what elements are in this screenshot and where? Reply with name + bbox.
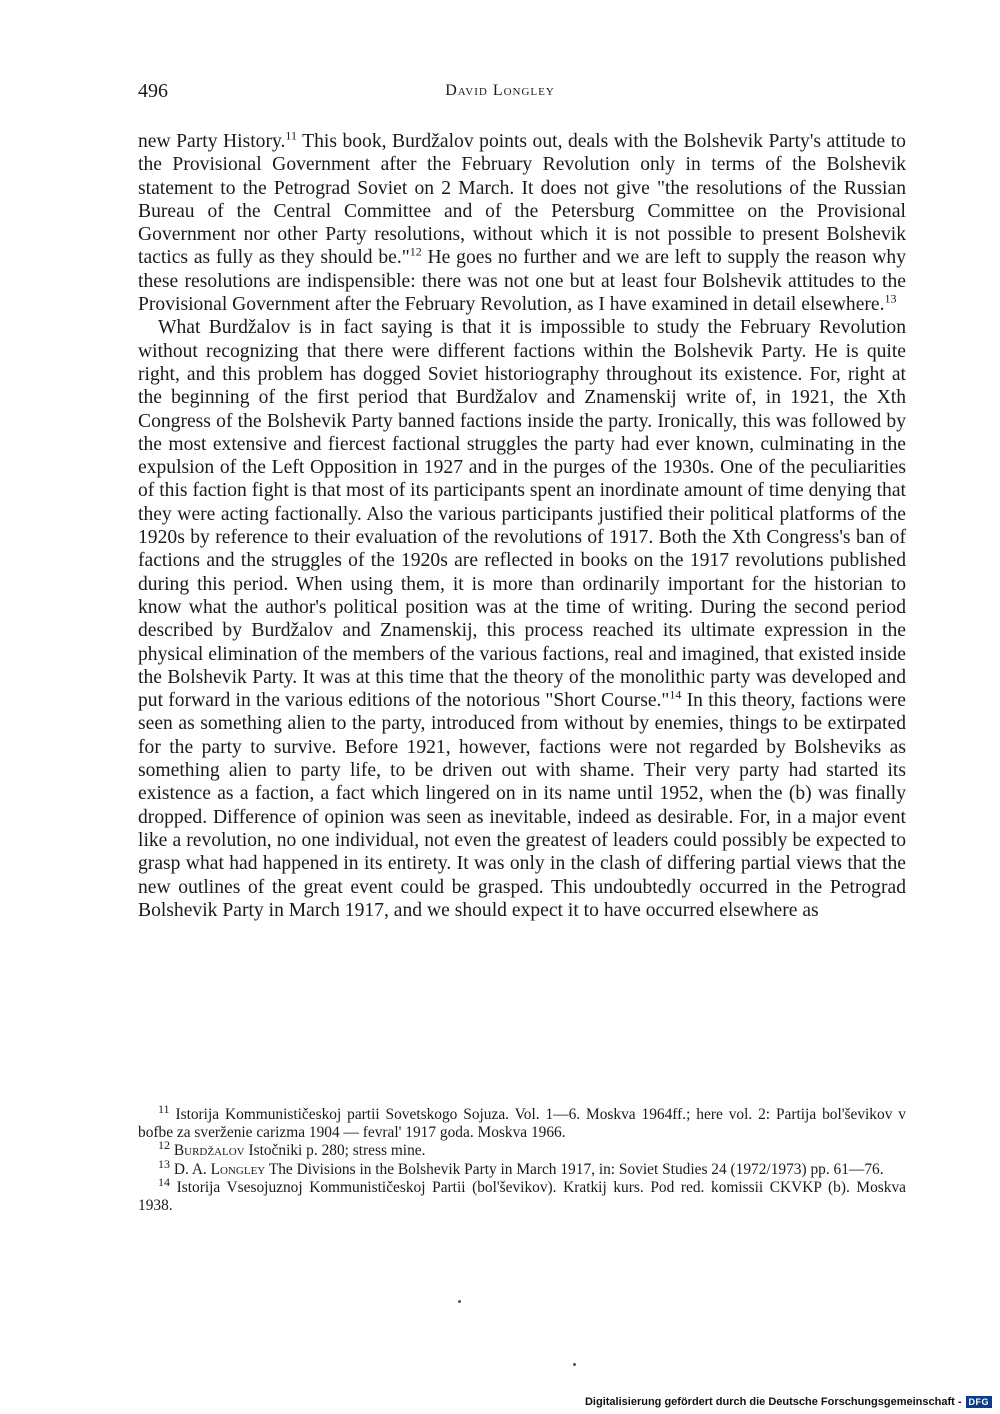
- footer-text: Digitalisierung gefördert durch die Deutsche Forschungsgemeinschaft -: [584, 1396, 962, 1408]
- footnote-author: D. A. Longley: [173, 1160, 266, 1178]
- page-number: 496: [138, 80, 168, 102]
- footnote-ref-13: 13: [884, 291, 897, 306]
- footnote-13: [138, 1156, 906, 1179]
- paragraph-1-text-c: He goes no further and we are left to supply the reason why these resolutions are indispensible: there was not one but at least four Bolshevik attitudes to the Provisional Government after the February Revolution, as I have examined in detail elsewhere.: [138, 247, 907, 316]
- paragraph-2-text-a: What Burdžalov is in fact saying is that it is impossible to study the February Revolution without recognizing that there were different factions within the Bolshevik Party. He is quite right, and this problem has dogged Soviet historiography throughout its existence. For, right at the beginning of the first period that Burdžalov and Znamenskij write of, in 1921, the Xth Congress of the Bolshevik Party banned factions inside the party. Ironically, this was followed by the most extensive and fiercest factional struggles the party had ever known, culminating in the expulsion of the Left Opposition in 1927 and in the purges of the 1930s. One of the peculiarities of this faction fight is that most of its participants spent an inordinate amount of time denying that they were acting factionally. Also the various participants justified their political platforms of the 1920s by reference to their evaluation of the revolutions of 1917. Both the Xth Congress's ban of factions and the struggles of the 1920s are reflected in books on the 1917 revolutions published during this period. When using them, it is more than ordinarily important for the historian to know what the author's political position was at the time of writing. During the second period described by Burdžalov and Znamenskij, this process reached its ultimate expression in the physical elimination of the members of the various factions, real and imagined, that existed inside the Bolshevik Party. It was at this time that the theory of the monolithic party was developed and put forward in the various editions of the notorious "Short Course.": [138, 317, 906, 712]
- footnote-11: [138, 1101, 906, 1142]
- footnote-14: [138, 1174, 906, 1215]
- footnote-text: The Divisions in the Bolshevik Party in March 1917, in: Soviet Studies 24 (1972/1973) pp. 61—76.: [265, 1160, 884, 1178]
- footnote-12: [138, 1138, 906, 1160]
- footnote-number: 12: [158, 1138, 170, 1153]
- paragraph-1-text-b: This book, Burdžalov points out, deals with the Bolshevik Party's attitude to the Provisional Government after the February Revolution only in terms of the Bolshevik statement to the Petrograd Soviet on 2 March. It does not give "the resolutions of the Russian Bureau of the Central Committee and of the Petersburg Committee on the Provisional Government nor other Party resolutions, without which it is not possible to present Bolshevik tactics as fully as they should be.": [138, 131, 906, 269]
- dfg-logo: DFG: [966, 1396, 993, 1408]
- footnotes: [138, 1101, 906, 1215]
- footnote-text: Istorija Kommunističeskoj partii Sovetskogo Sojuza. Vol. 1—6. Moskva 1964ff.; here vol. 2: Partija bol'ševikov v bofbe za sverženie carizma 1904 — fevral' 1917 goda. Moskva 1966.: [138, 1106, 906, 1142]
- footnote-text: Istorija Vsesojuznoj Kommunističeskoj Partii (bol'ševikov). Kratkij kurs. Pod red. komissii CKVKP (b). Moskva 1938.: [138, 1178, 906, 1215]
- scan-speck: [458, 1300, 461, 1303]
- footnote-ref-14: 14: [669, 687, 682, 702]
- scan-speck: [573, 1363, 576, 1366]
- footnote-ref-11: 11: [285, 128, 297, 143]
- footnote-number: 13: [158, 1156, 170, 1171]
- running-head: David Longley: [445, 82, 555, 99]
- paragraph-2: [138, 316, 906, 922]
- paragraph-1: [138, 130, 906, 316]
- paragraph-1-text-a: new Party History.: [138, 131, 286, 152]
- footnote-author: Burdžalov: [173, 1142, 245, 1160]
- footnote-number: 14: [158, 1174, 170, 1189]
- digitization-footer: [585, 1396, 992, 1408]
- footnote-number: 11: [158, 1101, 170, 1116]
- body-text: [138, 130, 906, 922]
- footnote-text: Istočniki p. 280; stress mine.: [244, 1142, 426, 1160]
- paragraph-2-text-b: In this theory, factions were seen as something alien to the party, introduced from without by enemies, things to be extirpated for the party to survive. Before 1921, however, factions were not regarded by Bolsheviks as something alien to party life, to be driven out with shame. Their very party had started its existence as a faction, a fact which lingered on in its name until 1952, when the (b) was finally dropped. Difference of opinion was seen as inevitable, indeed as desirable. For, in a major event like a revolution, no one individual, not even the greatest of leaders could possibly be expected to grasp what had happened in its entirety. It was only in the clash of differing partial views that the new outlines of the great event could be grasped. This undoubtedly occurred in the Petrograd Bolshevik Party in March 1917, and we should expect it to have occurred elsewhere as: [138, 690, 906, 921]
- footnote-ref-12: 12: [409, 244, 422, 259]
